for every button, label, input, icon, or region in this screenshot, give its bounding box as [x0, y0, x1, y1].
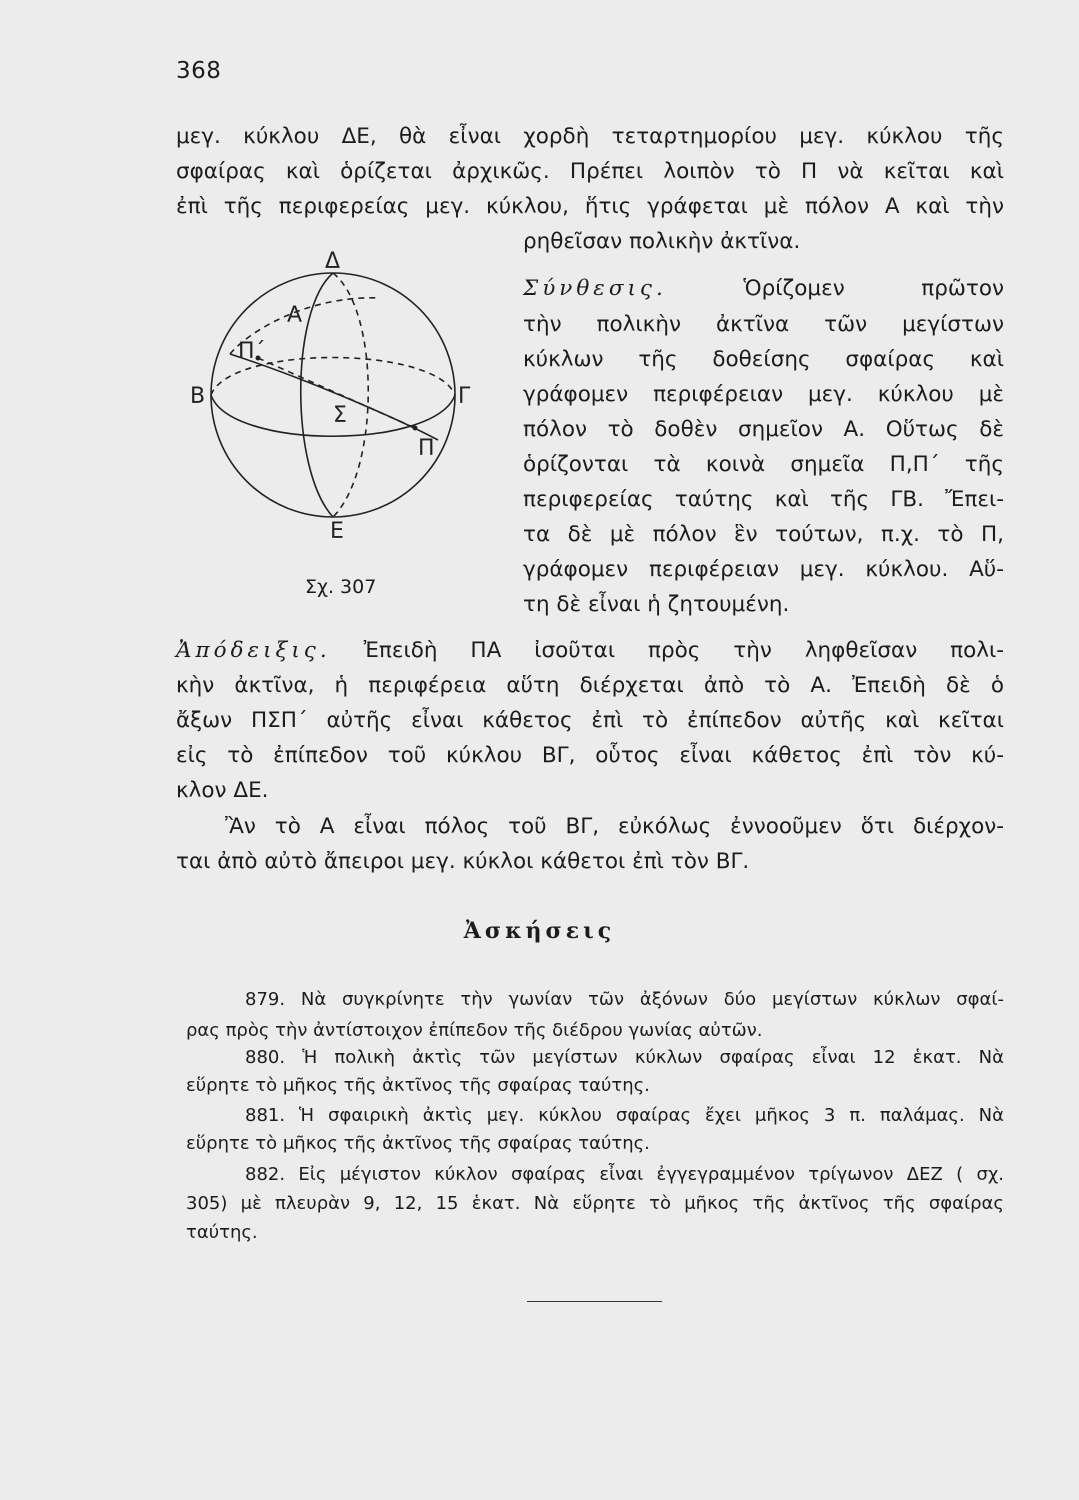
text-line: πόλον τὸ δοθὲν σημεῖον Α. Οὕτως δὲ	[523, 417, 1004, 442]
label-pi: Π	[418, 436, 435, 461]
text-line: σφαίρας καὶ ὁρίζεται ἀρχικῶς. Πρέπει λοιπὸν τὸ Π νὰ κεῖται καὶ	[176, 159, 1004, 184]
text-line: τη δὲ εἶναι ἡ ζητουμένη.	[523, 592, 790, 617]
exercise-line: ρας πρὸς τὴν ἀντίστοιχον ἐπίπεδον τῆς διέδρου γωνίας αὐτῶν.	[186, 1020, 763, 1041]
text-line: μεγ. κύκλου ΔΕ, θὰ εἶναι χορδὴ τεταρτημορίου μεγ. κύκλου τῆς	[176, 124, 1004, 149]
label-sigma: Σ	[333, 403, 347, 428]
closing-rule	[527, 1301, 662, 1302]
exercise-line: 880. Ἡ πολικὴ ἀκτὶς τῶν μεγίστων κύκλων σφαίρας εἶναι 12 ἑκατ. Νὰ	[245, 1047, 1004, 1068]
sphere-outline	[211, 273, 455, 517]
point-pi	[413, 426, 418, 431]
text-line: ὁρίζονται τὰ κοινὰ σημεῖα Π,Π΄ τῆς	[523, 452, 1004, 477]
page-number: 368	[176, 58, 222, 84]
text-line: Ἂν τὸ Α εἶναι πόλος τοῦ ΒΓ, εὐκόλως ἐννοοῦμεν ὅτι διέρχον-	[225, 814, 1004, 839]
text-line: κύκλων τῆς δοθείσης σφαίρας καὶ	[523, 347, 1004, 372]
sphere-figure	[190, 250, 500, 570]
text-line: γράφομεν περιφέρειαν μεγ. κύκλου. Αὕ-	[523, 557, 1004, 582]
text-line: ἐπὶ τῆς περιφερείας μεγ. κύκλου, ἥτις γράφεται μὲ πόλον Α καὶ τὴν	[176, 194, 1004, 219]
label-beta: Β	[190, 384, 206, 409]
exercise-line: 882. Εἰς μέγιστον κύκλον σφαίρας εἶναι ἐγγεγραμμένον τρίγωνον ΔΕΖ ( σχ.	[245, 1164, 1004, 1185]
meridian-front	[301, 273, 333, 517]
text-line: περιφερείας ταύτης καὶ τῆς ΓΒ. Ἔπει-	[523, 487, 1004, 512]
proof-title: Ἀπόδειξις.	[176, 638, 331, 663]
synthesis-first-rest: Ὁρίζομεν πρῶτον	[743, 276, 1004, 301]
text-line: τὴν πολικὴν ἀκτῖνα τῶν μεγίστων	[523, 312, 1004, 337]
text-line: γράφομεν περιφέρειαν μεγ. κύκλου μὲ	[523, 382, 1004, 407]
exercise-line: ταύτης.	[186, 1222, 258, 1243]
exercise-line: 879. Νὰ συγκρίνητε τὴν γωνίαν τῶν ἀξόνων δύο μεγίστων κύκλων σφαί-	[245, 989, 1004, 1010]
exercise-line: 881. Ἡ σφαιρικὴ ἀκτὶς μεγ. κύκλου σφαίρας ἔχει μῆκος 3 π. παλάμας. Νὰ	[245, 1105, 1004, 1126]
text-line: ται ἀπὸ αὐτὸ ἄπειροι μεγ. κύκλοι κάθετοι ἐπὶ τὸν ΒΓ.	[176, 849, 750, 874]
text-line: κὴν ἀκτῖνα, ἡ περιφέρεια αὕτη διέρχεται ἀπὸ τὸ Α. Ἐπειδὴ δὲ ὁ	[176, 673, 1004, 698]
exercise-line: 305) μὲ πλευρὰν 9, 12, 15 ἑκατ. Νὰ εὕρητε τὸ μῆκος τῆς ἀκτῖνος τῆς σφαίρας	[186, 1193, 1004, 1214]
figure-caption: Σχ. 307	[305, 576, 377, 598]
label-gamma: Γ	[458, 384, 471, 409]
label-epsilon: Ε	[330, 519, 344, 544]
text-line: ρηθεῖσαν πολικὴν ἀκτῖνα.	[523, 229, 801, 254]
exercise-line: εὕρητε τὸ μῆκος τῆς ἀκτῖνος τῆς σφαίρας ταύτης.	[186, 1075, 650, 1096]
exercise-line: εὕρητε τὸ μῆκος τῆς ἀκτῖνος τῆς σφαίρας ταύτης.	[186, 1133, 650, 1154]
text-line: κλον ΔΕ.	[176, 778, 269, 803]
label-delta: Δ	[325, 250, 341, 274]
proof-first-rest: Ἐπειδὴ ΠΑ ἰσοῦται πρὸς τὴν ληφθεῖσαν πολι-	[363, 638, 1004, 663]
proof-first-line	[176, 636, 1004, 666]
synthesis-title: Σύνθεσις.	[523, 276, 667, 301]
text-line: τα δὲ μὲ πόλον ἓν τούτων, π.χ. τὸ Π,	[523, 522, 1004, 547]
text-line: εἰς τὸ ἐπίπεδον τοῦ κύκλου ΒΓ, οὗτος εἶναι κάθετος ἐπὶ τὸν κύ-	[176, 743, 1004, 768]
exercises-heading: Ἀσκήσεις	[463, 918, 616, 944]
text-line: ἄξων ΠΣΠ΄ αὐτῆς εἶναι κάθετος ἐπὶ τὸ ἐπίπεδον αὐτῆς καὶ κεῖται	[176, 708, 1004, 733]
label-pi-prime: Π΄	[238, 339, 266, 364]
label-alpha: Α	[287, 303, 303, 328]
synthesis-first-line	[523, 274, 1004, 304]
